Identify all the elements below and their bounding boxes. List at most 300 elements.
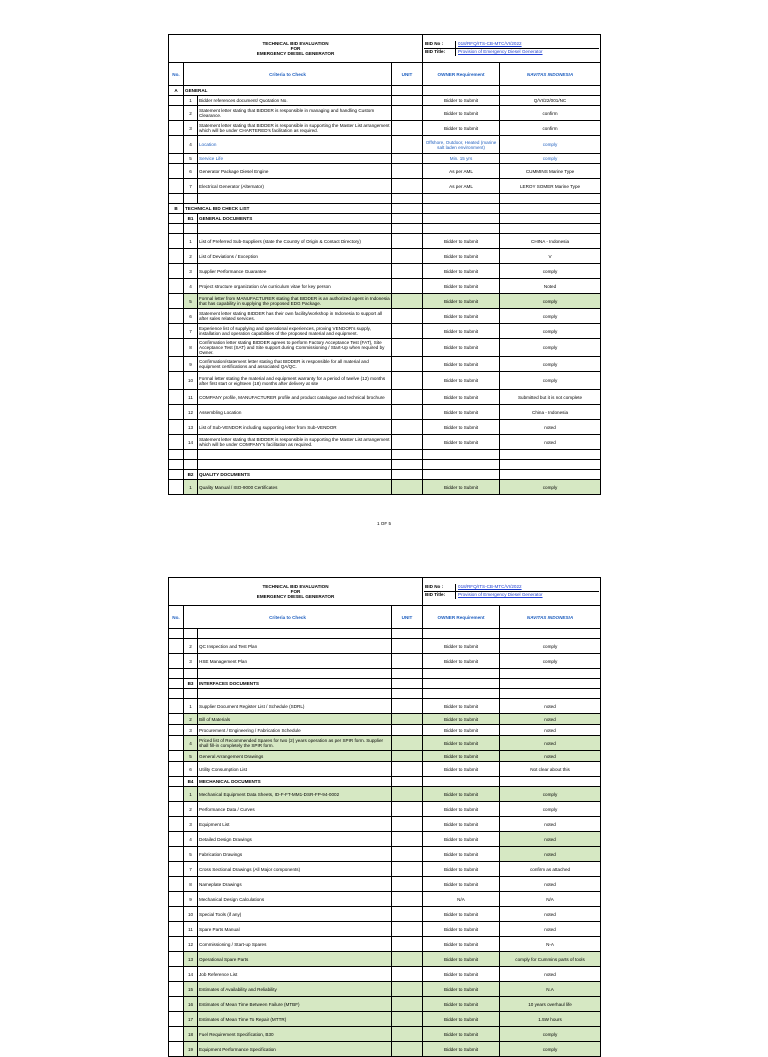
navitas-response: noted: [500, 877, 601, 892]
row-no-cell: [169, 937, 184, 952]
navitas-response: noted: [500, 922, 601, 937]
table-row: [169, 606, 601, 629]
criteria-text: Job Reference List: [198, 967, 392, 982]
owner-requirement: Bidder to Submit: [423, 787, 500, 802]
item-number: 12: [184, 937, 198, 952]
item-number: 3: [184, 817, 198, 832]
owner-requirement: Bidder to Submit: [423, 714, 500, 725]
criteria-text: Confirmation/statement letter stating that BIDDER is responsible for all material and equipment certifications and associated QA/QC.: [198, 357, 392, 372]
row-no-cell: [169, 922, 184, 937]
table-row: [169, 817, 601, 832]
unit-cell: [392, 179, 423, 194]
owner-requirement: Bidder to Submit: [423, 967, 500, 982]
table-row: [169, 179, 601, 194]
subsection-title: GENERAL DOCUMENTS: [198, 214, 392, 224]
table-row: [169, 877, 601, 892]
criteria-text: Estimates of Mean Time Between Failure (MTBF): [198, 997, 392, 1012]
bid-info: [423, 35, 601, 63]
unit-cell: [392, 136, 423, 154]
row-no-cell: [169, 234, 184, 249]
unit-cell: [392, 817, 423, 832]
navitas-response: comply: [500, 309, 601, 324]
table-row: [169, 470, 601, 480]
row-no-cell: [169, 907, 184, 922]
col-criteria-header: Criteria to Check: [184, 63, 392, 86]
navitas-response: comply for Cummins parts of tools: [500, 952, 601, 967]
criteria-text: Statement letter stating BIDDER has their own facility/workshop in Indonesia to support all after sales related services.: [198, 309, 392, 324]
unit-cell: [392, 106, 423, 121]
owner-requirement: Bidder to Submit: [423, 877, 500, 892]
row-no-cell: [169, 405, 184, 420]
item-number: 15: [184, 982, 198, 997]
col-unit-header: UNIT: [392, 606, 423, 629]
owner-requirement: Bidder to Submit: [423, 106, 500, 121]
row-no-cell: [169, 214, 184, 224]
criteria-text: Quality Manual / ISO-9000 Certificates: [198, 480, 392, 495]
table-row: [169, 372, 601, 390]
navitas-response: comply: [500, 264, 601, 279]
criteria-text: Performance Data / Curves: [198, 802, 392, 817]
unit-cell: [392, 762, 423, 777]
unit-cell: [392, 997, 423, 1012]
unit-cell: [392, 121, 423, 136]
owner-requirement: Bidder to Submit: [423, 121, 500, 136]
item-number: 13: [184, 952, 198, 967]
item-number: 1: [184, 234, 198, 249]
owner-requirement: [423, 224, 500, 234]
item-number: 6: [184, 164, 198, 179]
table-row: [169, 324, 601, 339]
table-row: [169, 679, 601, 689]
owner-requirement: [423, 470, 500, 480]
owner-requirement: Bidder to Submit: [423, 405, 500, 420]
table-row: [169, 420, 601, 435]
col-unit-header: UNIT: [392, 63, 423, 86]
unit-cell: [392, 96, 423, 106]
item-number: 4: [184, 832, 198, 847]
unit-cell: [392, 736, 423, 751]
owner-requirement: Bidder to Submit: [423, 654, 500, 669]
bid-title-value: Provision of Emergency Diesel Generator: [458, 49, 543, 54]
owner-requirement: Bidder to Submit: [423, 339, 500, 357]
criteria-text: [198, 689, 392, 699]
unit-cell: [392, 234, 423, 249]
criteria-text: [198, 450, 392, 460]
owner-requirement: Bidder to Submit: [423, 832, 500, 847]
table-row: [169, 106, 601, 121]
table-row: [169, 390, 601, 405]
navitas-response: N.A: [500, 982, 601, 997]
row-no-cell: [169, 164, 184, 179]
navitas-response: noted: [500, 725, 601, 736]
criteria-text: General Arrangement Drawings: [198, 751, 392, 762]
row-no-cell: [169, 194, 184, 204]
navitas-response: [500, 214, 601, 224]
navitas-response: [500, 689, 601, 699]
item-number: 1: [184, 96, 198, 106]
item-number: 2: [184, 714, 198, 725]
row-no-cell: [169, 736, 184, 751]
owner-requirement: Min. 15 yrs: [423, 154, 500, 164]
unit-cell: [392, 309, 423, 324]
unit-cell: [392, 751, 423, 762]
navitas-response: LEROY SOMER Marine Type: [500, 179, 601, 194]
criteria-text: Estimates of Mean Time To Repair (MTTR): [198, 1012, 392, 1027]
navitas-response: comply: [500, 372, 601, 390]
unit-cell: [392, 952, 423, 967]
unit-cell: [392, 725, 423, 736]
row-no-cell: [169, 967, 184, 982]
navitas-response: confirm: [500, 106, 601, 121]
table-row: [169, 937, 601, 952]
row-no-cell: [169, 762, 184, 777]
row-no-cell: [169, 249, 184, 264]
table-row: [169, 639, 601, 654]
unit-cell: [392, 154, 423, 164]
mechanical-documents-rows: [169, 787, 601, 1057]
item-number: 3: [184, 725, 198, 736]
owner-requirement: [423, 777, 500, 787]
item-number: 6: [184, 762, 198, 777]
section-no: B: [169, 204, 184, 214]
item-number: 2: [184, 249, 198, 264]
table-row: [169, 450, 601, 460]
criteria-text: Fuel Requirement Specification, B30: [198, 1027, 392, 1042]
table-row: [169, 460, 601, 470]
navitas-response: noted: [500, 736, 601, 751]
document-title: TECHNICAL BID EVALUATION FOR EMERGENCY DIESEL GENERATOR: [169, 35, 423, 63]
navitas-response: [500, 629, 601, 639]
criteria-text: Confirmation letter stating BIDDER agrees to perform Factory Acceptance Test (FAT), Site Acceptance Test (SAT) and Site support during Commissioning / Start-Up when required by Owner.: [198, 339, 392, 357]
navitas-response: [500, 679, 601, 689]
col-navitas-header: NAVITAS INDONESIA: [500, 606, 601, 629]
criteria-text: Formal letter from MANUFACTURER stating that BIDDER is an authorized agent in Indonesia that has capability in supplying the proposed EDG Package.: [198, 294, 392, 309]
table-row: [169, 751, 601, 762]
subsection-no: B2: [184, 470, 198, 480]
row-no-cell: [169, 787, 184, 802]
owner-requirement: Bidder to Submit: [423, 802, 500, 817]
general-rows: [169, 96, 601, 194]
navitas-response: comply: [500, 357, 601, 372]
item-number: 3: [184, 264, 198, 279]
owner-requirement: Bidder to Submit: [423, 294, 500, 309]
row-no-cell: [169, 179, 184, 194]
unit-cell: [392, 639, 423, 654]
bid-title-label: BID Title:: [424, 49, 456, 56]
navitas-response: 1.5W hours: [500, 1012, 601, 1027]
table-row: [169, 907, 601, 922]
owner-requirement: Bidder to Submit: [423, 699, 500, 714]
table-row: [169, 405, 601, 420]
owner-requirement: Bidder to Submit: [423, 639, 500, 654]
owner-requirement: Bidder to Submit: [423, 1012, 500, 1027]
navitas-response: noted: [500, 420, 601, 435]
criteria-text: Statement letter stating that BIDDER is responsible in managing and handling Custom Clearance.: [198, 106, 392, 121]
owner-requirement: Bidder to Submit: [423, 907, 500, 922]
item-number: 5: [184, 294, 198, 309]
table-row: [169, 164, 601, 179]
item-number: 10: [184, 372, 198, 390]
col-owner-header: OWNER Requirement: [423, 63, 500, 86]
criteria-text: Bidder references document/ Quotation No.: [198, 96, 392, 106]
unit-cell: [392, 460, 423, 470]
navitas-response: noted: [500, 817, 601, 832]
table-row: [169, 194, 601, 204]
table-row: [169, 922, 601, 937]
owner-requirement: Bidder to Submit: [423, 736, 500, 751]
navitas-response: comply: [500, 654, 601, 669]
criteria-text: Formal letter stating the material and equipment warranty for a period of twelve (12) months after first start or eighteen (18) months after delivery at site: [198, 372, 392, 390]
col-criteria-header: Criteria to Check: [184, 606, 392, 629]
table-row: [169, 480, 601, 495]
subsection-no: B4: [184, 777, 198, 787]
row-no-cell: [169, 324, 184, 339]
row-no-cell: [169, 136, 184, 154]
navitas-response: comply: [500, 154, 601, 164]
owner-requirement: Bidder to Submit: [423, 847, 500, 862]
criteria-text: Detailed Design Drawings: [198, 832, 392, 847]
row-no-cell: [169, 725, 184, 736]
unit-cell: [392, 264, 423, 279]
item-number: 11: [184, 390, 198, 405]
navitas-response: comply: [500, 294, 601, 309]
criteria-text: Procurement / Engineering / Fabrication Schedule: [198, 725, 392, 736]
owner-requirement: N/A: [423, 892, 500, 907]
criteria-text: Statement letter stating that BIDDER is responsible in supporting the Master List arrangement which will be under COMPANY's facilitation as required.: [198, 435, 392, 450]
table-row: [169, 154, 601, 164]
row-no-cell: [169, 714, 184, 725]
bid-info: [423, 578, 601, 606]
unit-cell: [392, 470, 423, 480]
col-no-header: No.: [169, 63, 184, 86]
owner-requirement: Bidder to Submit: [423, 751, 500, 762]
criteria-text: Priced list of Recommended Spares for two (2) years operation as per SPIR form. Supplier shall fill-in completely the SPIR form.: [198, 736, 392, 751]
item-number: 7: [184, 324, 198, 339]
unit-cell: [392, 164, 423, 179]
table-row: [169, 654, 601, 669]
owner-requirement: [423, 689, 500, 699]
item-number: 8: [184, 877, 198, 892]
unit-cell: [392, 967, 423, 982]
table-row: [169, 435, 601, 450]
subsection-no: B3: [184, 679, 198, 689]
table-row: [169, 777, 601, 787]
item-number: 4: [184, 736, 198, 751]
navitas-response: comply: [500, 136, 601, 154]
row-no-cell: [169, 372, 184, 390]
table-row: [169, 982, 601, 997]
sheet-page-2: [168, 577, 600, 1057]
section-no: A: [169, 86, 184, 96]
row-no-cell: [169, 460, 184, 470]
criteria-text: [392, 204, 423, 214]
item-number: 17: [184, 1012, 198, 1027]
item-number: 1: [184, 699, 198, 714]
item-number: [184, 450, 198, 460]
item-number: 19: [184, 1042, 198, 1057]
table-row: [169, 762, 601, 777]
table-row: [169, 224, 601, 234]
navitas-response: noted: [500, 847, 601, 862]
table-row: [169, 1012, 601, 1027]
navitas-response: Noted: [500, 279, 601, 294]
criteria-text: [198, 224, 392, 234]
unit-cell: [392, 907, 423, 922]
navitas-response: [500, 450, 601, 460]
owner-requirement: Bidder to Submit: [423, 324, 500, 339]
bid-title-label: BID Title:: [424, 592, 456, 599]
criteria-text: List of Sub-VENDOR including supporting letter from Sub-VENDOR: [198, 420, 392, 435]
unit-cell: [392, 982, 423, 997]
row-no-cell: [169, 1042, 184, 1057]
unit-cell: [392, 669, 423, 679]
unit-cell: [392, 832, 423, 847]
criteria-text: [392, 86, 423, 96]
item-number: [184, 194, 198, 204]
table-row: [169, 136, 601, 154]
navitas-response: Q/VI/22/001/NC: [500, 96, 601, 106]
owner-requirement: [423, 450, 500, 460]
row-no-cell: [169, 390, 184, 405]
navitas-response: [500, 777, 601, 787]
table-row: [169, 736, 601, 751]
item-number: [184, 669, 198, 679]
row-no-cell: [169, 699, 184, 714]
navitas-response: noted: [500, 435, 601, 450]
item-number: 4: [184, 136, 198, 154]
navitas-response: CUMMINS Marine Type: [500, 164, 601, 179]
owner-requirement: As per AML: [423, 164, 500, 179]
item-number: 9: [184, 357, 198, 372]
page-number: 1 OF 5: [376, 521, 392, 526]
row-no-cell: [169, 264, 184, 279]
table-row: [169, 35, 601, 63]
navitas-response: noted: [500, 751, 601, 762]
criteria-text: HSE Management Plan: [198, 654, 392, 669]
owner-requirement: [423, 214, 500, 224]
criteria-text: Estimates of Availability and Reliability: [198, 982, 392, 997]
table-row: [169, 714, 601, 725]
unit-cell: [392, 787, 423, 802]
navitas-response: comply: [500, 1042, 601, 1057]
row-no-cell: [169, 420, 184, 435]
row-no-cell: [169, 154, 184, 164]
table-row: [169, 204, 601, 214]
sheet-page-1: [168, 34, 600, 495]
unit-cell: [392, 777, 423, 787]
row-no-cell: [169, 96, 184, 106]
owner-requirement: Bidder to Submit: [423, 372, 500, 390]
table-row: [169, 339, 601, 357]
owner-requirement: Bidder to Submit: [423, 480, 500, 495]
navitas-response: noted: [500, 967, 601, 982]
unit-cell: [392, 324, 423, 339]
navitas-response: N/A: [500, 892, 601, 907]
owner-requirement: Bidder to Submit: [423, 390, 500, 405]
criteria-text: List of Preferred Sub-Suppliers (state the Country of Origin & Contact Directory): [198, 234, 392, 249]
owner-requirement: Bidder to Submit: [423, 264, 500, 279]
unit-cell: [392, 1027, 423, 1042]
item-number: 7: [184, 179, 198, 194]
owner-requirement: [423, 669, 500, 679]
owner-requirement: Bidder to Submit: [423, 1042, 500, 1057]
criteria-text: Cross Sectional Drawings (All Major components): [198, 862, 392, 877]
table-row: [169, 725, 601, 736]
owner-requirement: Bidder to Submit: [423, 96, 500, 106]
table-row: [169, 234, 601, 249]
unit-cell: [392, 1042, 423, 1057]
interfaces-documents-rows: [169, 699, 601, 777]
unit-cell: [392, 357, 423, 372]
table-row: [169, 787, 601, 802]
criteria-text: Supplier Performance Guarantee: [198, 264, 392, 279]
owner-requirement: [423, 460, 500, 470]
table-row: [169, 669, 601, 679]
row-no-cell: [169, 357, 184, 372]
unit-cell: [392, 714, 423, 725]
unit-cell: [392, 279, 423, 294]
unit-cell: [392, 339, 423, 357]
criteria-text: Service Life: [198, 154, 392, 164]
unit-cell: [392, 862, 423, 877]
row-no-cell: [169, 952, 184, 967]
table-row: [169, 1027, 601, 1042]
criteria-text: Equipment Performance Specification: [198, 1042, 392, 1057]
criteria-text: Assembling Location: [198, 405, 392, 420]
item-number: [184, 224, 198, 234]
table-row: [169, 309, 601, 324]
navitas-response: CHINA - Indonesia: [500, 234, 601, 249]
table-row: [169, 997, 601, 1012]
owner-requirement: Bidder to Submit: [423, 922, 500, 937]
item-number: 2: [184, 802, 198, 817]
owner-requirement: [500, 86, 601, 96]
owner-requirement: Bidder to Submit: [423, 817, 500, 832]
unit-cell: [392, 249, 423, 264]
criteria-text: Utility Consumption List: [198, 762, 392, 777]
unit-cell: [423, 86, 500, 96]
navitas-response: V: [500, 249, 601, 264]
criteria-text: [198, 669, 392, 679]
unit-cell: [392, 802, 423, 817]
navitas-response: comply: [500, 339, 601, 357]
owner-requirement: Offshore, Outdoor, Heated (marine salt laden environment): [423, 136, 500, 154]
item-number: [184, 629, 198, 639]
unit-cell: [392, 372, 423, 390]
section-title: TECHNICAL BID CHECK LIST: [184, 204, 392, 214]
unit-cell: [392, 480, 423, 495]
navitas-response: [500, 460, 601, 470]
table-row: [169, 249, 601, 264]
criteria-text: Experience list of supplying and operational experiences, proving VENDOR's supply, installation and operation capabilities of the proposed material and equipment.: [198, 324, 392, 339]
unit-cell: [392, 847, 423, 862]
item-number: 6: [184, 309, 198, 324]
table-row: [169, 967, 601, 982]
criteria-text: Bill of Materials: [198, 714, 392, 725]
owner-requirement: Bidder to Submit: [423, 279, 500, 294]
table-row: [169, 214, 601, 224]
navitas-response: China - Indonesia: [500, 405, 601, 420]
navitas-response: comply: [500, 324, 601, 339]
unit-cell: [392, 679, 423, 689]
general-documents-rows: [169, 234, 601, 450]
row-no-cell: [169, 982, 184, 997]
navitas-response: noted: [500, 714, 601, 725]
row-no-cell: [169, 892, 184, 907]
table-row: [169, 892, 601, 907]
navitas-response: 10 years overhaul life: [500, 997, 601, 1012]
criteria-text: Mechanical Design Calculations: [198, 892, 392, 907]
